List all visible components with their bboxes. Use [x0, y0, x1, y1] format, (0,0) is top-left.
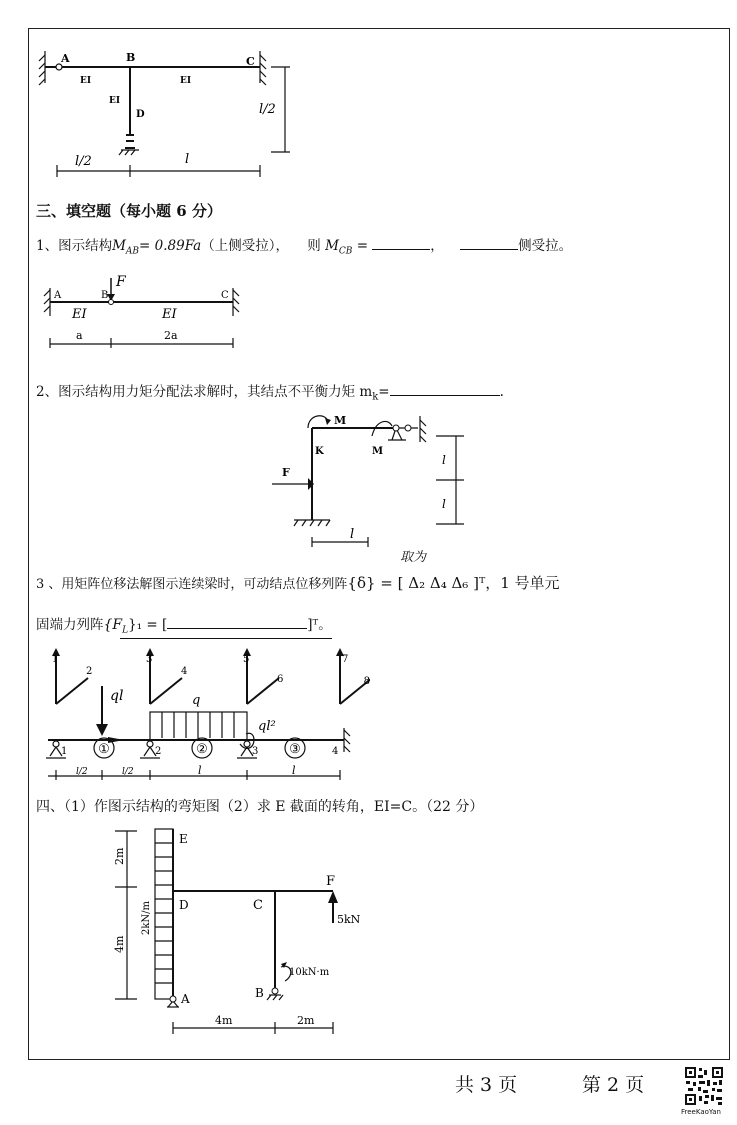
node-3: 3: [252, 746, 259, 757]
brand-label: FreeKaoYan: [681, 1108, 721, 1116]
label-ei-ab: EI: [80, 76, 92, 86]
q2-moment-1: M: [334, 414, 347, 427]
q1-blank-side[interactable]: [460, 249, 518, 250]
section4-heading: 四、（1）作图示结构的弯矩图（2）求 E 截面的转角，EI=C。（22 分）: [36, 799, 484, 815]
q1-note: （上侧受拉），: [201, 238, 289, 254]
q3-line1-text: 3 、用矩阵位移法解图示连续梁时，可动结点位移列阵: [36, 577, 348, 592]
dim-3: l: [198, 764, 202, 777]
element-3: ③: [289, 742, 301, 757]
q1-eq: =: [356, 238, 368, 254]
dof-6: 6: [277, 674, 284, 685]
node-1: 1: [61, 746, 68, 757]
label-ei-bc: EI: [180, 76, 192, 86]
q1-label-b: B: [101, 290, 109, 301]
q2-dim-l: l: [350, 527, 355, 542]
q1-mcb: M: [325, 238, 339, 254]
q3-close: ]ᵀ。: [307, 617, 332, 633]
label-ei-bd: EI: [109, 96, 121, 106]
dof-1: 1: [52, 654, 59, 665]
dof-7: 7: [342, 654, 349, 665]
s4-force: 5kN: [337, 913, 361, 926]
page-number: 第 2 页: [582, 1074, 645, 1096]
dim-1: l/2: [76, 767, 88, 777]
element-2: ②: [196, 742, 208, 757]
s4-moment: 10kN·m: [289, 967, 330, 978]
q1-mcb-sub: CB: [338, 246, 353, 257]
q3-blank[interactable]: [167, 628, 307, 629]
s4-label-f: F: [326, 874, 336, 889]
dof-4: 4: [181, 666, 188, 677]
label-b: B: [126, 51, 136, 64]
q3-line2: [36, 613, 332, 636]
q1-ei2: EI: [162, 307, 177, 322]
node-2: 2: [155, 746, 162, 757]
q3-underline: [120, 638, 332, 639]
q2-dim-h2: l: [442, 497, 446, 511]
s4-h-bot: 4m: [113, 935, 126, 953]
q1-force: F: [116, 274, 126, 290]
q2-text: [36, 380, 504, 403]
q3-vector: {δ} = [ Δ₂ Δ₄ Δ₆ ]ᵀ，1 号单元: [347, 574, 560, 592]
q1-label-c: C: [221, 290, 229, 301]
q3-line2-text: 固端力列阵: [36, 617, 104, 633]
load-ql2: ql²: [258, 719, 276, 734]
q3-handwrite-note: 取为: [400, 550, 427, 565]
q3-vec2-end: }₁ = [: [128, 617, 168, 633]
dim-4: l: [292, 764, 296, 777]
dof-5: 5: [243, 654, 250, 665]
q2-sub: k: [372, 391, 379, 403]
dof-3: 3: [146, 654, 153, 665]
page-total: 共 3 页: [455, 1074, 518, 1096]
q3-beam-figure: [40, 648, 370, 783]
top-frame-figure: [35, 45, 305, 180]
q1-then: 则: [307, 238, 321, 254]
q1-dim-2a: 2a: [164, 329, 178, 342]
q2-moment-2: M: [372, 446, 384, 457]
section3-heading: 三、填空题（每小题 6 分）: [36, 202, 222, 220]
node-4: 4: [332, 746, 339, 757]
q1-formula-value: = 0.89Fa: [139, 238, 202, 254]
q1-dim-a: a: [76, 329, 83, 342]
q1-formula: M: [112, 238, 126, 254]
element-1: ①: [98, 742, 110, 757]
q2-figure: [268, 408, 468, 558]
s4-label-c: C: [253, 898, 263, 913]
q2-blank[interactable]: [390, 395, 500, 396]
dim-2: l/2: [122, 767, 134, 777]
q2-label-k: K: [315, 446, 324, 457]
q2-end: .: [499, 384, 504, 400]
dim-height: l/2: [259, 102, 276, 117]
s4-load: 2kN/m: [141, 900, 152, 935]
q1-comma: ，: [430, 238, 444, 254]
label-d: D: [136, 109, 145, 120]
s4-w2: 2m: [297, 1014, 315, 1027]
q1-blank-value[interactable]: [372, 249, 430, 250]
s4-label-a: A: [181, 992, 190, 1006]
label-c: C: [246, 55, 255, 68]
label-a: A: [61, 52, 70, 65]
s4-w1: 4m: [215, 1014, 233, 1027]
q1-formula-sub: AB: [125, 246, 140, 257]
section4-frame-figure: [105, 825, 385, 1045]
dof-2: 2: [86, 666, 93, 677]
s4-label-b: B: [255, 986, 264, 1000]
dim-right: l: [185, 152, 190, 167]
dof-8: 8: [363, 676, 370, 687]
q1-suffix: 侧受拉。: [518, 238, 573, 254]
q1-figure: [40, 272, 250, 352]
s4-label-e: E: [179, 832, 188, 846]
load-q: q: [192, 693, 201, 708]
q2-dim-h1: l: [442, 453, 446, 467]
q1-prefix: 1、图示结构: [36, 238, 113, 254]
qr-code-icon: [684, 1066, 724, 1106]
s4-h-top: 2m: [113, 847, 126, 865]
q2-eq: =: [378, 384, 390, 400]
load-ql: ql: [110, 688, 124, 704]
q2-body: 2、图示结构用力矩分配法求解时，其结点不平衡力矩 m: [36, 384, 373, 400]
q3-vec2-sub: L: [122, 625, 129, 636]
q1-text: [36, 234, 716, 257]
s4-label-d: D: [179, 898, 189, 912]
dim-left: l/2: [75, 154, 92, 169]
q3-vec2: {F: [103, 617, 123, 633]
q2-force: F: [282, 466, 290, 479]
q1-ei1: EI: [72, 307, 87, 322]
q1-label-a: A: [54, 290, 62, 301]
q3-line1: [36, 572, 560, 593]
